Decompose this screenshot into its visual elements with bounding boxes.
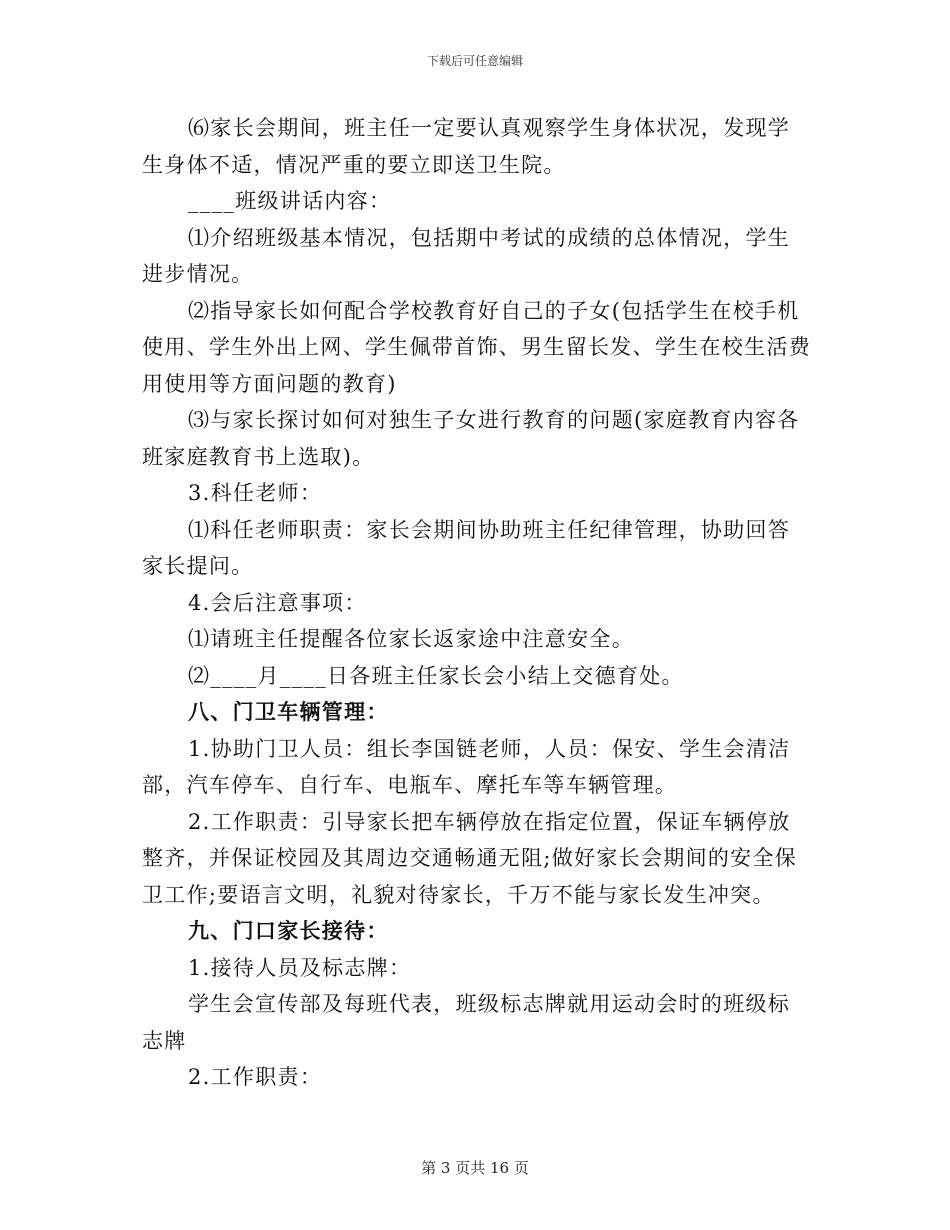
paragraph: 4.会后注意事项：	[188, 590, 367, 615]
paragraph: 3.科任老师：	[188, 481, 323, 505]
paragraph: ⑹家长会期间，班主任一定要认真观察学生身体状况，发现学生身体不适，情况严重的要立即送卫生院。	[142, 116, 791, 177]
section-heading: 八、门卫车辆管理：	[188, 699, 389, 724]
paragraph: ⑶与家长探讨如何对独生子女进行教育的问题(家庭教育内容各班家庭教育书上选取)。	[142, 408, 800, 469]
section-heading: 九、门口家长接待：	[188, 918, 389, 943]
paragraph: 1.接待人员及标志牌：	[188, 955, 412, 980]
paragraph: 学生会宣传部及每班代表，班级标志牌就用运动会时的班级标志牌	[142, 992, 791, 1053]
paragraph: ⑴介绍班级基本情况，包括期中考试的成绩的总体情况，学生进步情况。	[142, 225, 791, 286]
paragraph: 2.工作职责：	[188, 1065, 323, 1089]
document-body	[142, 110, 812, 1096]
page-number-footer: 第 3 页共 16 页	[421, 1159, 529, 1177]
paragraph: ⑵指导家长如何配合学校教育好自己的子女(包括学生在校手机使用、学生外出上网、学生佩带首饰、男生留长发、学生在校生活费用使用等方面问题的教育)	[142, 298, 811, 396]
paragraph: ⑴请班主任提醒各位家长返家途中注意安全。	[188, 627, 634, 651]
paragraph: ⑴科任老师职责：家长会期间协助班主任纪律管理，协助回答家长提问。	[142, 517, 791, 578]
paragraph: ⑵____月____日各班主任家长会小结上交德育处。	[188, 663, 684, 688]
paragraph: ____班级讲话内容：	[188, 189, 392, 213]
paragraph: 2.工作职责：引导家长把车辆停放在指定位置，保证车辆停放整齐，并保证校园及其周边交通畅通无阻;做好家长会期间的安全保卫工作;要语言文明，礼貌对待家长，千万不能与家长发生冲突。	[142, 809, 798, 907]
paragraph: 1.协助门卫人员：组长李国链老师，人员：保安、学生会清洁部，汽车停车、自行车、电瓶车、摩托车等车辆管理。	[142, 736, 791, 797]
page-header-note: 下载后可任意编辑	[426, 54, 523, 68]
